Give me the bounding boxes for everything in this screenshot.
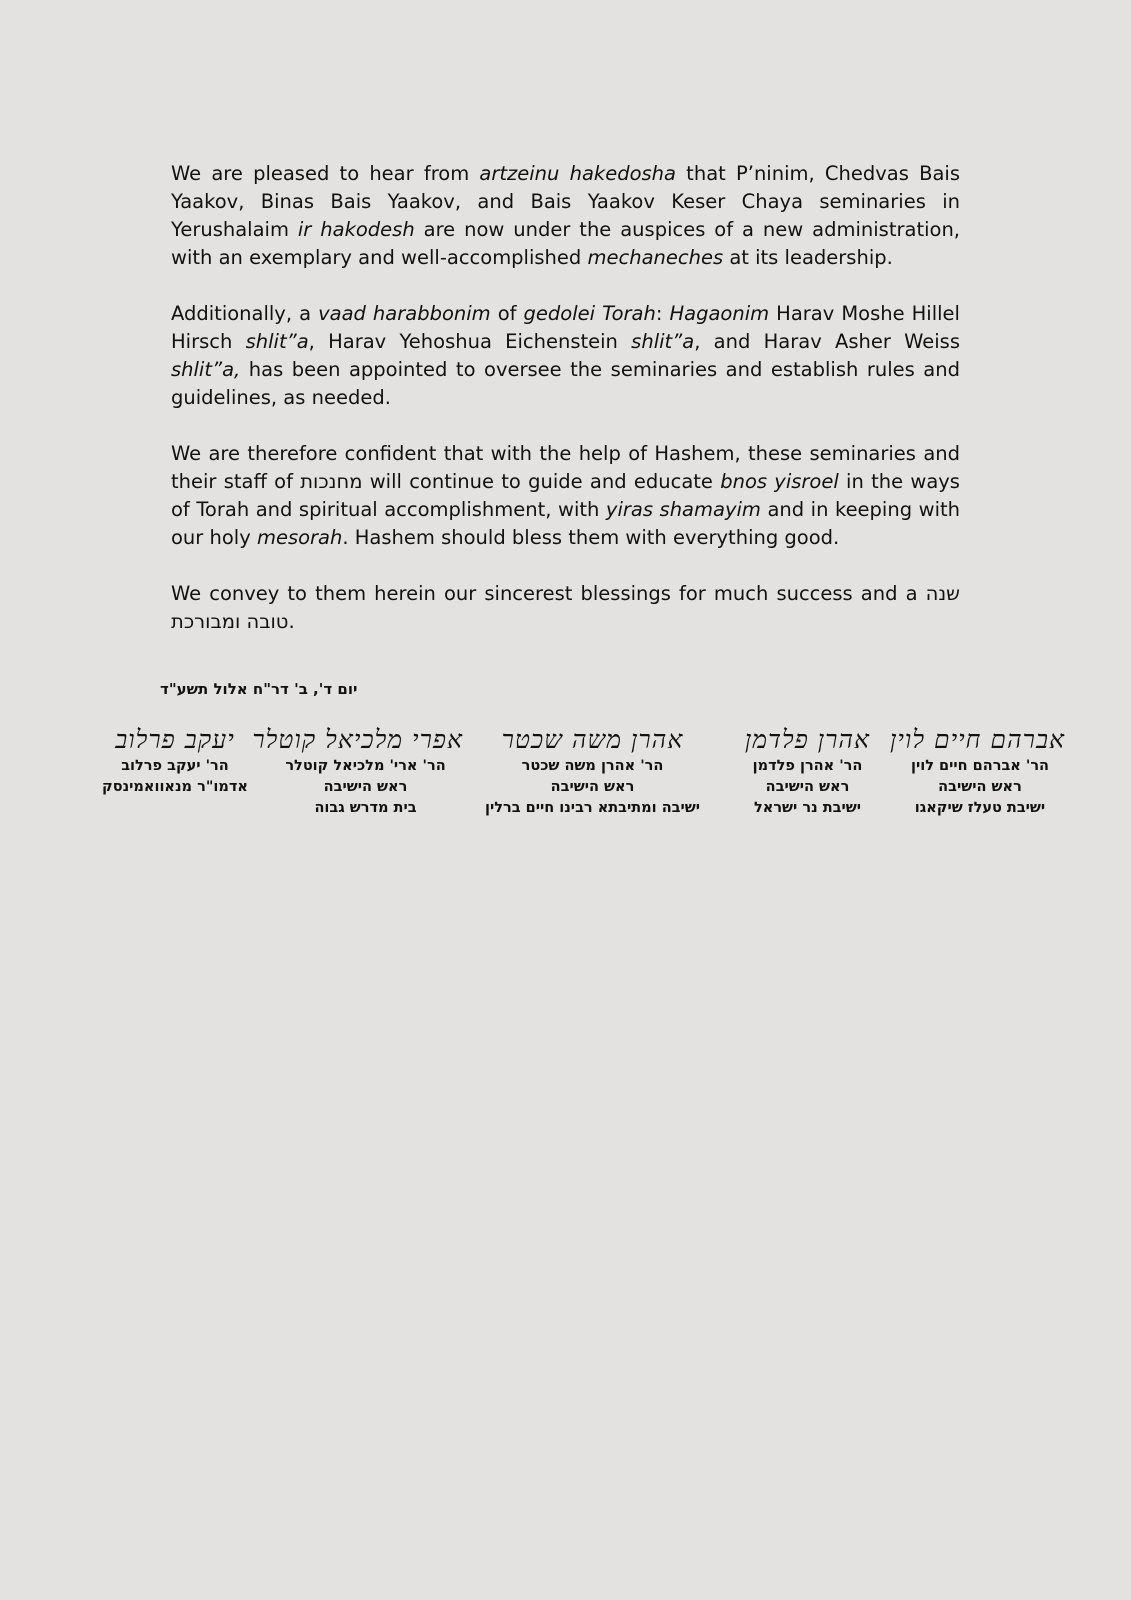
text-run: . Hashem should bless them with everything good.	[342, 526, 840, 549]
signatory-name: הר' יעקב פרלוב	[121, 758, 229, 774]
text-run: has been appointed to oversee the seminaries and establish rules and guidelines, as needed.	[171, 358, 960, 409]
italic-term: shlit”a	[245, 330, 309, 353]
signatory-title: ראש הישיבה	[765, 779, 850, 795]
text-run: in the ways of Torah and spiritual accomplishment, with	[171, 470, 960, 521]
italic-term: gedolei Torah	[523, 302, 656, 325]
paragraph-1	[171, 160, 960, 272]
italic-term: vaad harabbonim	[318, 302, 491, 325]
text-run: Harav Moshe Hillel Hirsch	[171, 302, 960, 353]
italic-term: yiras shamayim	[605, 498, 761, 521]
handwritten-signature: אהרן משה שכטר	[501, 725, 684, 754]
text-run: :	[655, 302, 670, 325]
text-run: and in keeping with our holy	[171, 498, 960, 549]
hebrew-term: מחנכות	[300, 470, 363, 493]
letter-body	[171, 160, 960, 664]
italic-term: shlit”a,	[171, 358, 241, 381]
signature-block-3	[470, 724, 715, 819]
hebrew-term: שנה טובה ומבורכת	[171, 582, 960, 633]
signature-block-4	[252, 724, 463, 819]
text-run: We are pleased to hear from	[171, 162, 480, 185]
handwritten-signature: יעקב פרלוב	[115, 725, 235, 754]
text-run: are now under the auspices of a new administration, with an exemplary and well-accomplished	[171, 218, 960, 269]
text-run: at its leadership.	[723, 246, 893, 269]
handwritten-signature: אפרי מלכיאל קוטלר	[252, 725, 463, 754]
text-run: will continue to guide and educate	[362, 470, 721, 493]
text-run: Additionally, a	[171, 302, 319, 325]
signatory-name: הר' ארי' מלכיאל קוטלר	[285, 758, 446, 774]
signature-block-2	[730, 724, 885, 819]
text-run: , Harav Yehoshua Eichenstein	[308, 330, 632, 353]
paragraph-4	[171, 580, 960, 636]
italic-term: mesorah	[256, 526, 343, 549]
text-run: We convey to them herein our sincerest blessings for much success and a	[171, 582, 926, 605]
signatory-title: ראש הישיבה	[938, 779, 1022, 795]
signatory-title: אדמו"ר מנאוואמינסק	[102, 779, 248, 795]
signatory-institution: בית מדרש גבוה	[314, 800, 417, 816]
text-run: that P’ninim, Chedvas Bais Yaakov, Binas Bais Yaakov, and Bais Yaakov Keser Chaya seminaries in Yerushalaim	[171, 162, 960, 241]
signatory-institution: ישיבה ומתיבתא רבינו חיים ברלין	[484, 800, 701, 816]
text-run: of	[490, 302, 524, 325]
signatory-name: הר' אהרן פלדמן	[752, 758, 863, 774]
signature-block-1	[890, 724, 1065, 819]
handwritten-signature: אברהם חיים לוין	[890, 725, 1065, 754]
hebrew-date: יום ד', ב' דר"ח אלול תשע"ד	[160, 680, 358, 698]
signatory-institution: ישיבת נר ישראל	[753, 800, 861, 816]
italic-term: shlit”a	[631, 330, 695, 353]
text-run: .	[288, 610, 295, 633]
italic-term: mechaneches	[587, 246, 724, 269]
italic-term: bnos yisroel	[720, 470, 839, 493]
paragraph-3	[171, 440, 960, 552]
signatory-name: הר' אהרן משה שכטר	[521, 758, 664, 774]
italic-term: Hagaonim	[669, 302, 770, 325]
signatory-name: הר' אברהם חיים לוין	[910, 758, 1050, 774]
signatory-title: ראש הישיבה	[323, 779, 408, 795]
signatory-title: ראש הישיבה	[550, 779, 635, 795]
signatory-institution: ישיבת טעלז שיקאגו	[914, 800, 1046, 816]
text-run: , and Harav Asher Weiss	[694, 330, 960, 353]
handwritten-signature: אהרן פלדמן	[744, 725, 871, 754]
signature-block-5	[95, 724, 255, 798]
paragraph-2	[171, 300, 960, 412]
italic-term: artzeinu hakedosha	[479, 162, 676, 185]
italic-term: ir hakodesh	[297, 218, 415, 241]
text-run: We are therefore confident that with the help of Hashem, these seminaries and their staff of	[171, 442, 960, 493]
